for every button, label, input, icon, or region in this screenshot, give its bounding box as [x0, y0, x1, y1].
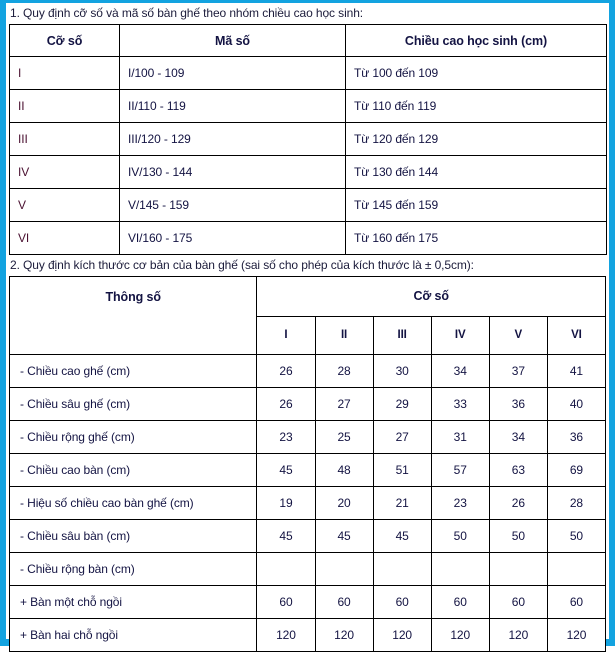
cell-ma-so: V/145 - 159	[120, 189, 346, 222]
cell-value: 23	[431, 487, 489, 520]
cell-value: 60	[547, 586, 605, 619]
section-2-heading: 2. Quy định kích thước cơ bản của bàn ghế (sai số cho phép của kích thước là ± 0,5cm):	[10, 258, 474, 272]
row-label: - Chiều cao bàn (cm)	[10, 454, 257, 487]
cell-co-so: II	[10, 90, 120, 123]
table-row	[10, 156, 607, 189]
table-header-row-top	[10, 277, 606, 317]
cell-value: 50	[489, 520, 547, 553]
cell-value	[257, 553, 315, 586]
cell-value: 51	[373, 454, 431, 487]
cell-value: 48	[315, 454, 373, 487]
cell-value: 63	[489, 454, 547, 487]
column-header-ma-so: Mã số	[120, 25, 346, 57]
cell-value: 45	[315, 520, 373, 553]
table-row	[10, 520, 606, 553]
table-row	[10, 189, 607, 222]
cell-value: 26	[489, 487, 547, 520]
cell-value: 30	[373, 355, 431, 388]
cell-value: 19	[257, 487, 315, 520]
cell-co-so: IV	[10, 156, 120, 189]
column-header-size-iv: IV	[431, 316, 489, 354]
table-row	[10, 57, 607, 90]
cell-value: 36	[547, 421, 605, 454]
cell-ma-so: I/100 - 109	[120, 57, 346, 90]
cell-chieu-cao: Từ 145 đến 159	[346, 189, 607, 222]
column-header-chieu-cao: Chiều cao học sinh (cm)	[346, 25, 607, 57]
column-header-size-ii: II	[315, 316, 373, 354]
cell-value: 25	[315, 421, 373, 454]
dimension-table	[9, 276, 606, 652]
column-header-size-i: I	[257, 316, 315, 354]
cell-ma-so: II/110 - 119	[120, 90, 346, 123]
cell-value: 120	[547, 619, 605, 652]
cell-value	[373, 553, 431, 586]
cell-value: 120	[257, 619, 315, 652]
cell-value: 45	[257, 454, 315, 487]
cell-value: 31	[431, 421, 489, 454]
table-row	[10, 355, 606, 388]
row-label: - Hiệu số chiều cao bàn ghế (cm)	[10, 487, 257, 520]
document-body	[6, 3, 609, 642]
cell-ma-so: IV/130 - 144	[120, 156, 346, 189]
row-label: - Chiều sâu bàn (cm)	[10, 520, 257, 553]
cell-value: 120	[431, 619, 489, 652]
cell-value: 34	[431, 355, 489, 388]
cell-ma-so: III/120 - 129	[120, 123, 346, 156]
row-label: + Bàn một chỗ ngồi	[10, 586, 257, 619]
cell-chieu-cao: Từ 160 đến 175	[346, 222, 607, 255]
cell-value: 45	[257, 520, 315, 553]
cell-value: 120	[373, 619, 431, 652]
cell-value: 36	[489, 388, 547, 421]
cell-co-so: I	[10, 57, 120, 90]
size-code-table	[9, 24, 607, 255]
table-row	[10, 553, 606, 586]
cell-value: 60	[257, 586, 315, 619]
cell-value: 28	[547, 487, 605, 520]
cell-value: 45	[373, 520, 431, 553]
table-row	[10, 454, 606, 487]
row-label: - Chiều rộng bàn (cm)	[10, 553, 257, 586]
cell-value: 27	[373, 421, 431, 454]
cell-co-so: VI	[10, 222, 120, 255]
row-label: - Chiều sâu ghế (cm)	[10, 388, 257, 421]
cell-value: 60	[373, 586, 431, 619]
cell-value: 33	[431, 388, 489, 421]
cell-value: 50	[431, 520, 489, 553]
table-row	[10, 487, 606, 520]
section-1-heading: 1. Quy định cỡ số và mã số bàn ghế theo nhóm chiều cao học sinh:	[10, 6, 364, 20]
column-header-co-so-group: Cỡ số	[257, 277, 606, 317]
cell-chieu-cao: Từ 130 đến 144	[346, 156, 607, 189]
cell-value: 26	[257, 388, 315, 421]
cell-chieu-cao: Từ 110 đến 119	[346, 90, 607, 123]
cell-value: 26	[257, 355, 315, 388]
cell-value: 40	[547, 388, 605, 421]
cell-value: 29	[373, 388, 431, 421]
cell-value: 69	[547, 454, 605, 487]
column-header-size-iii: III	[373, 316, 431, 354]
cell-value: 41	[547, 355, 605, 388]
cell-ma-so: VI/160 - 175	[120, 222, 346, 255]
column-header-size-vi: VI	[547, 316, 605, 354]
cell-value	[431, 553, 489, 586]
column-header-co-so: Cỡ số	[10, 25, 120, 57]
cell-value: 120	[489, 619, 547, 652]
table-row	[10, 619, 606, 652]
row-label: + Bàn hai chỗ ngồi	[10, 619, 257, 652]
cell-value: 37	[489, 355, 547, 388]
cell-co-so: V	[10, 189, 120, 222]
cell-chieu-cao: Từ 100 đến 109	[346, 57, 607, 90]
cell-value: 28	[315, 355, 373, 388]
cell-value	[315, 553, 373, 586]
cell-value: 27	[315, 388, 373, 421]
table-row	[10, 222, 607, 255]
table-row	[10, 123, 607, 156]
table-row	[10, 586, 606, 619]
cell-chieu-cao: Từ 120 đến 129	[346, 123, 607, 156]
cell-value: 23	[257, 421, 315, 454]
cell-value	[547, 553, 605, 586]
cell-value	[489, 553, 547, 586]
cell-value: 57	[431, 454, 489, 487]
table-header-row	[10, 25, 607, 57]
table-row	[10, 388, 606, 421]
cell-value: 60	[489, 586, 547, 619]
cell-value: 34	[489, 421, 547, 454]
cell-value: 50	[547, 520, 605, 553]
cell-value: 120	[315, 619, 373, 652]
table-row	[10, 421, 606, 454]
cell-value: 60	[431, 586, 489, 619]
cell-value: 21	[373, 487, 431, 520]
row-label: - Chiều cao ghế (cm)	[10, 355, 257, 388]
column-header-size-v: V	[489, 316, 547, 354]
cell-value: 20	[315, 487, 373, 520]
cell-value: 60	[315, 586, 373, 619]
row-label: - Chiều rộng ghế (cm)	[10, 421, 257, 454]
table-row	[10, 90, 607, 123]
column-header-thong-so: Thông số	[10, 277, 257, 355]
cell-co-so: III	[10, 123, 120, 156]
